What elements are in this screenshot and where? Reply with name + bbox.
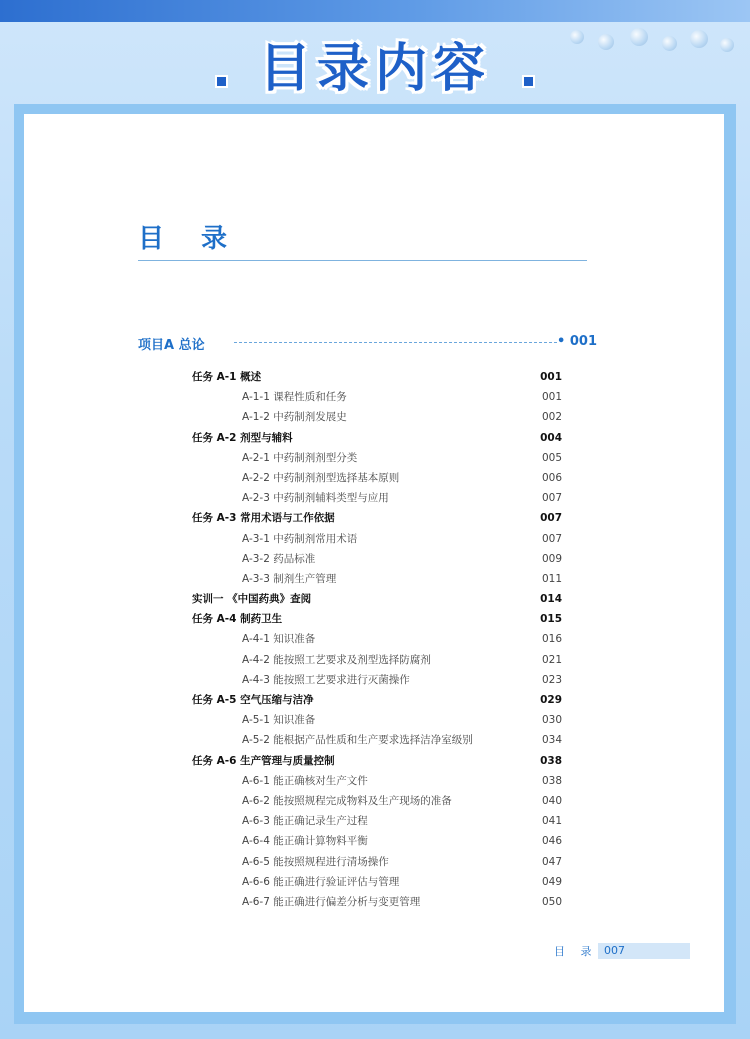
entry-page-number: 005 xyxy=(541,451,562,464)
leader-dots xyxy=(234,342,557,343)
entry-page-number: 021 xyxy=(541,653,562,666)
entry-page-number: 007 xyxy=(541,492,562,505)
toc-subentry[interactable] xyxy=(192,791,562,811)
toc-subentry[interactable] xyxy=(192,831,562,851)
entry-page-number: 023 xyxy=(541,673,562,686)
toc-subentry[interactable] xyxy=(192,771,562,791)
entry-page-number: 004 xyxy=(540,431,562,444)
toc-subentry[interactable] xyxy=(192,892,562,912)
toc-subentry[interactable] xyxy=(192,730,562,750)
entry-label: A-6-4 能正确计算物料平衡 xyxy=(242,835,368,848)
entry-page-number: 029 xyxy=(540,694,562,706)
header-dot-right xyxy=(522,75,535,88)
entry-label: A-4-1 知识准备 xyxy=(242,633,316,646)
toc-task-entry[interactable] xyxy=(192,508,562,528)
entry-page-number: 014 xyxy=(540,593,562,606)
part-label: 项目A 总论 xyxy=(138,334,211,353)
entry-label: A-1-1 课程性质和任务 xyxy=(242,391,347,404)
footer-label: 目 录 xyxy=(554,945,598,958)
toc-subentry[interactable] xyxy=(192,710,562,730)
entry-label: 任务 A-5 空气压缩与洁净 xyxy=(192,694,314,706)
header-title: 目录内容 xyxy=(258,39,491,99)
entry-page-number: 049 xyxy=(541,875,562,888)
toc-task-entry[interactable] xyxy=(192,589,562,609)
entry-label: A-6-3 能正确记录生产过程 xyxy=(242,815,368,828)
entry-label: A-5-2 能根据产品性质和生产要求选择洁净室级别 xyxy=(242,734,473,747)
part-page-number: • 001 xyxy=(557,334,597,349)
toc-entry-list xyxy=(192,367,562,912)
toc-subentry[interactable] xyxy=(192,629,562,649)
entry-page-number: 015 xyxy=(540,613,562,626)
header-dot-left xyxy=(215,75,228,88)
toc-sheet xyxy=(24,114,724,1012)
entry-page-number: 006 xyxy=(541,471,562,484)
toc-task-entry[interactable] xyxy=(192,367,562,387)
toc-subentry[interactable] xyxy=(192,872,562,892)
toc-subentry[interactable] xyxy=(192,549,562,569)
entry-page-number: 001 xyxy=(541,391,562,404)
entry-label: A-2-2 中药制剂剂型选择基本原则 xyxy=(242,471,400,484)
entry-label: A-1-2 中药制剂发展史 xyxy=(242,411,347,424)
toc-subentry[interactable] xyxy=(192,387,562,407)
entry-label: 任务 A-4 制药卫生 xyxy=(192,613,283,626)
entry-label: A-6-2 能按照规程完成物料及生产现场的准备 xyxy=(242,794,452,807)
entry-page-number: 016 xyxy=(541,633,562,646)
toc-subentry[interactable] xyxy=(192,650,562,670)
toc-subentry[interactable] xyxy=(192,811,562,831)
entry-label: A-3-3 制剂生产管理 xyxy=(242,572,337,585)
toc-subentry[interactable] xyxy=(192,448,562,468)
toc-title: 目 录 xyxy=(138,224,242,254)
entry-page-number: 050 xyxy=(541,895,562,908)
entry-label: A-3-1 中药制剂常用术语 xyxy=(242,532,358,545)
entry-page-number: 038 xyxy=(541,774,562,787)
title-divider xyxy=(138,260,587,261)
entry-label: A-4-2 能按照工艺要求及剂型选择防腐剂 xyxy=(242,653,431,666)
entry-label: A-6-7 能正确进行偏差分析与变更管理 xyxy=(242,895,421,908)
entry-label: 任务 A-1 概述 xyxy=(192,371,262,383)
entry-label: A-3-2 药品标准 xyxy=(242,552,316,565)
entry-label: A-4-3 能按照工艺要求进行灭菌操作 xyxy=(242,673,410,686)
toc-task-entry[interactable] xyxy=(192,690,562,710)
page-header xyxy=(0,34,750,104)
entry-label: 任务 A-6 生产管理与质量控制 xyxy=(192,754,335,767)
entry-label: A-6-5 能按照规程进行清场操作 xyxy=(242,855,389,868)
entry-label: A-2-3 中药制剂辅料类型与应用 xyxy=(242,492,389,505)
entry-page-number: 038 xyxy=(540,754,562,767)
entry-page-number: 009 xyxy=(541,552,562,565)
entry-page-number: 007 xyxy=(540,512,562,525)
toc-task-entry[interactable] xyxy=(192,428,562,448)
entry-page-number: 001 xyxy=(540,371,562,383)
toc-task-entry[interactable] xyxy=(192,609,562,629)
entry-page-number: 047 xyxy=(541,855,562,868)
entry-page-number: 011 xyxy=(541,572,562,585)
toc-subentry[interactable] xyxy=(192,852,562,872)
entry-label: A-5-1 知识准备 xyxy=(242,714,316,727)
entry-page-number: 007 xyxy=(541,532,562,545)
page-frame xyxy=(14,104,736,1024)
entry-page-number: 002 xyxy=(541,411,562,424)
entry-label: 任务 A-2 剂型与辅料 xyxy=(192,431,293,444)
toc-subentry[interactable] xyxy=(192,488,562,508)
entry-label: 任务 A-3 常用术语与工作依据 xyxy=(192,512,335,525)
entry-page-number: 034 xyxy=(541,734,562,747)
toc-subentry[interactable] xyxy=(192,670,562,690)
entry-page-number: 040 xyxy=(541,794,562,807)
entry-page-number: 041 xyxy=(541,815,562,828)
toc-subentry[interactable] xyxy=(192,529,562,549)
entry-label: 实训一 《中国药典》查阅 xyxy=(192,593,312,606)
entry-page-number: 030 xyxy=(541,714,562,727)
toc-subentry[interactable] xyxy=(192,407,562,427)
entry-label: A-2-1 中药制剂剂型分类 xyxy=(242,451,358,464)
toc-part-heading[interactable] xyxy=(138,334,597,353)
toc-subentry[interactable] xyxy=(192,569,562,589)
footer-page-number: 007 xyxy=(598,943,690,959)
toc-subentry[interactable] xyxy=(192,468,562,488)
entry-page-number: 046 xyxy=(541,835,562,848)
entry-label: A-6-6 能正确进行验证评估与管理 xyxy=(242,875,400,888)
toc-task-entry[interactable] xyxy=(192,751,562,771)
entry-label: A-6-1 能正确核对生产文件 xyxy=(242,774,368,787)
